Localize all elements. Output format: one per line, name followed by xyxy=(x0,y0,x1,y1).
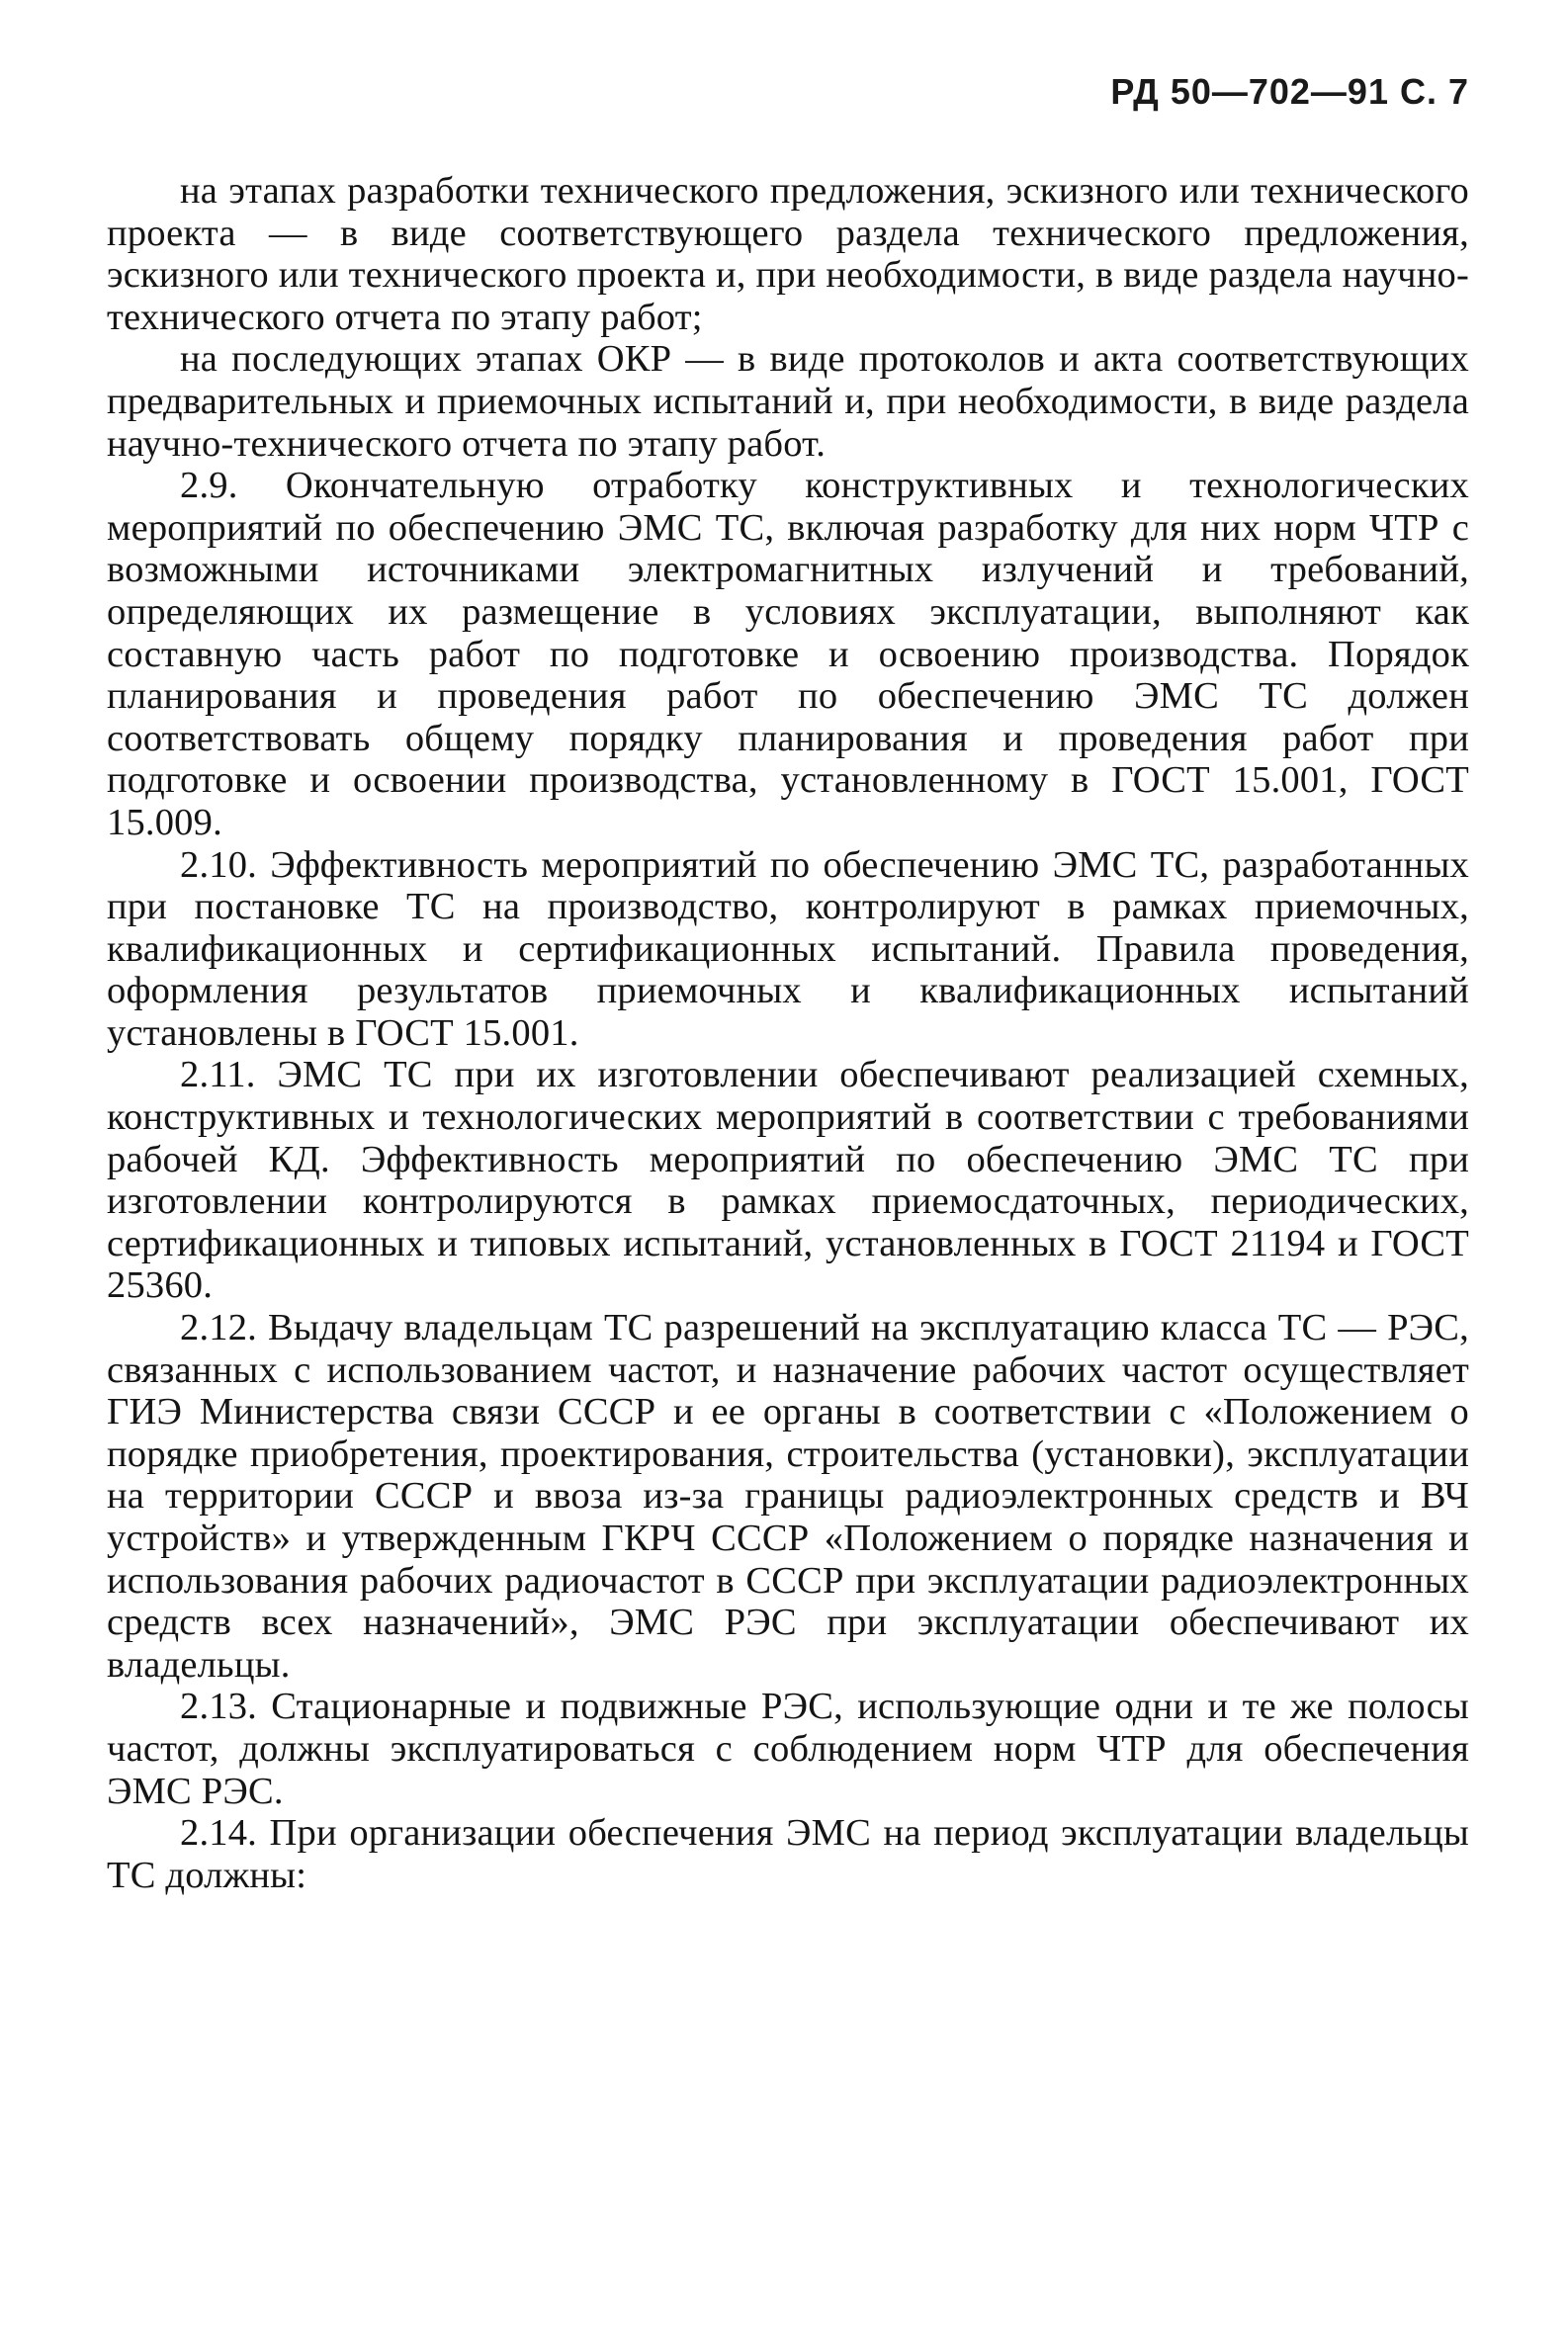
paragraph-2-9: 2.9. Окончательную отработку конструктивных и технологических мероприятий по обеспечению ЭМС ТС, включая разработку для них норм ЧТР с возможными источниками электромагнитных излучений и требований, определяющих их размещение в условиях эксплуатации, выполняют как составную часть работ по подготовке и освоению производства. Порядок планирования и проведения работ по обеспечению ЭМС ТС должен соответствовать общему порядку планирования и проведения работ при подготовке и освоении производства, установленному в ГОСТ 15.001, ГОСТ 15.009. xyxy=(107,465,1469,843)
paragraph-2-13: 2.13. Стационарные и подвижные РЭС, использующие одни и те же полосы частот, должны эксплуатироваться с соблюдением норм ЧТР для обеспечения ЭМС РЭС. xyxy=(107,1686,1469,1812)
paragraph-okr-stages: на последующих этапах ОКР — в виде протоколов и акта соответствующих предварительных и приемочных испытаний и, при необходимости, в виде раздела научно-технического отчета по этапу работ. xyxy=(107,338,1469,465)
paragraph-2-11: 2.11. ЭМС ТС при их изготовлении обеспечивают реализацией схемных, конструктивных и технологических мероприятий в соответствии с требованиями рабочей КД. Эффективность мероприятий по обеспечению ЭМС ТС при изготовлении контролируются в рамках приемосдаточных, периодических, сертификационных и типовых испытаний, установленных в ГОСТ 21194 и ГОСТ 25360. xyxy=(107,1054,1469,1307)
document-body xyxy=(107,170,1469,1896)
paragraph-2-10: 2.10. Эффективность мероприятий по обеспечению ЭМС ТС, разработанных при постановке ТС на производство, контролируют в рамках приемочных, квалификационных и сертификационных испытаний. Правила проведения, оформления результатов приемочных и квалификационных испытаний установлены в ГОСТ 15.001. xyxy=(107,843,1469,1054)
paragraph-2-14: 2.14. При организации обеспечения ЭМС на период эксплуатации владельцы ТС должны: xyxy=(107,1812,1469,1896)
paragraph-technical-proposal-stage: на этапах разработки технического предложения, эскизного или технического проекта — в виде соответствующего раздела технического предложения, эскизного или технического проекта и, при необходимости, в виде раздела научно-технического отчета по этапу работ; xyxy=(107,170,1469,338)
page-header-code: РД 50—702—91 С. 7 xyxy=(1110,71,1469,112)
paragraph-2-12: 2.12. Выдачу владельцам ТС разрешений на эксплуатацию класса ТС — РЭС, связанных с использованием частот, и назначение рабочих частот осуществляет ГИЭ Министерства связи СССР и ее органы в соответствии с «Положением о порядке приобретения, проектирования, строительства (установки), эксплуатации на территории СССР и ввоза из-за границы радиоэлектронных средств и ВЧ устройств» и утвержденным ГКРЧ СССР «Положением о порядке назначения и использования рабочих радиочастот в СССР при эксплуатации радиоэлектронных средств всех назначений», ЭМС РЭС при эксплуатации обеспечивают их владельцы. xyxy=(107,1307,1469,1686)
